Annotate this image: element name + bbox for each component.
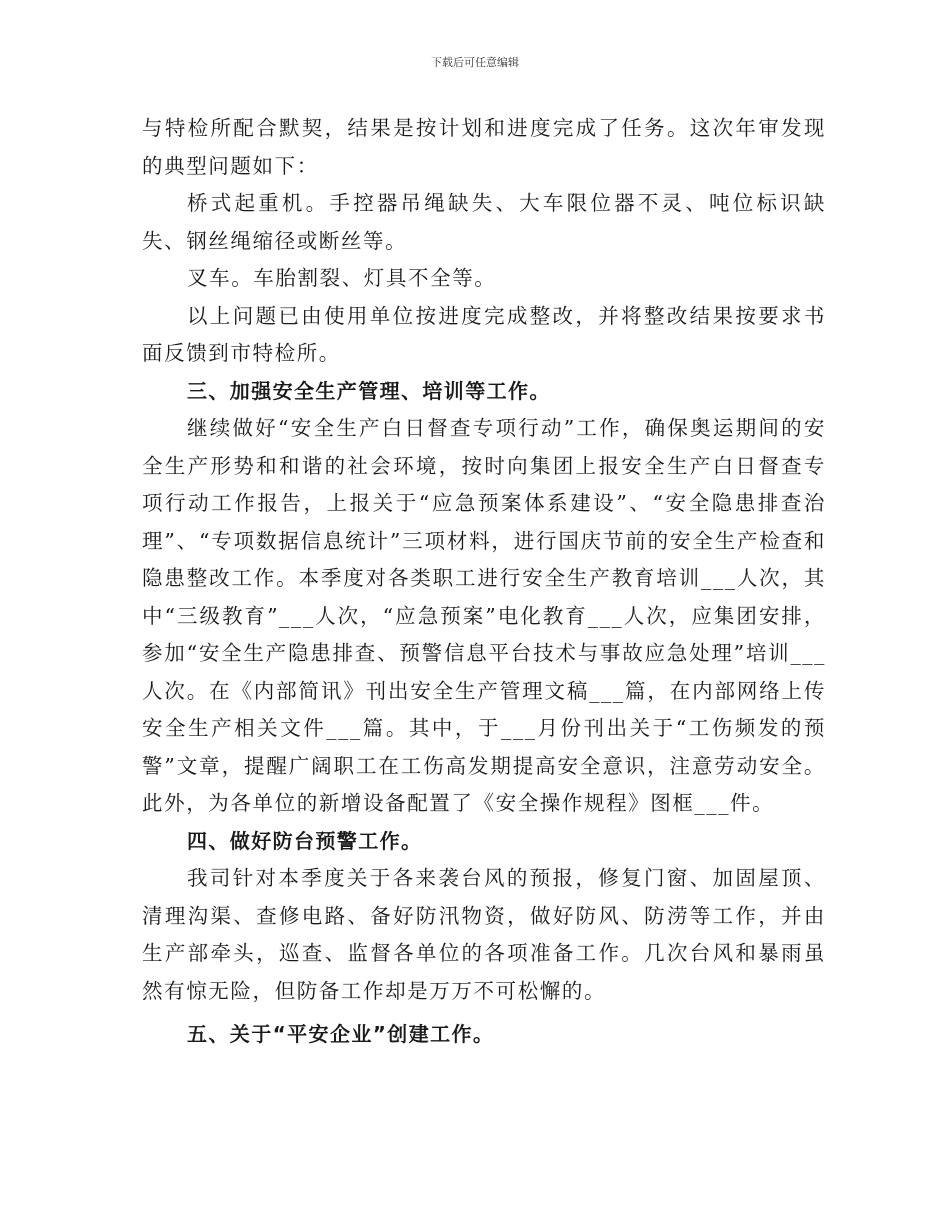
- paragraph-rectification: 以上问题已由使用单位按进度完成整改，并将整改结果按要求书面反馈到市特检所。: [142, 303, 826, 365]
- paragraph-typhoon: 我司针对本季度关于各来袭台风的预报，修复门窗、加固屋顶、清理沟渠、查修电路、备好防汛物资，做好防风、防涝等工作，并由生产部牵头，巡查、监督各单位的各项准备工作。几次台风和暴雨虽然有惊无险，但防备工作却是万万不可松懈的。: [142, 866, 826, 1003]
- section-heading-5: 五、关于“平安企业”创建工作。: [187, 1022, 495, 1046]
- document-body: [142, 110, 826, 1054]
- section-heading-4: 四、做好防台预警工作。: [187, 828, 423, 853]
- page-header: 下载后可任意编辑: [431, 56, 519, 69]
- paragraph-safety-management: 继续做好“安全生产白日督查专项行动”工作，确保奥运期间的安全生产形势和和谐的社会环境，按时向集团上报安全生产白日督查专项行动工作报告，上报关于“应急预案体系建设”、“安全隐患排查治理”、“专项数据信息统计”三项材料，进行国庆节前的安全生产检查和隐患整改工作。本季度对各类职工进行安全生产教育培训___人次，其中“三级教育”___人次，“应急预案”电化教育___人次，应集团安排，参加“安全生产隐患排查、预警信息平台技术与事故应急处理”培训___人次。在《内部简讯》刊出安全生产管理文稿___篇，在内部网络上传安全生产相关文件___篇。其中，于___月份刊出关于“工伤频发的预警”文章，提醒广阔职工在工伤高发期提高安全意识，注意劳动安全。此外，为各单位的新增设备配置了《安全操作规程》图框___件。: [142, 416, 826, 815]
- paragraph-inspection-intro: 与特检所配合默契，结果是按计划和进度完成了任务。这次年审发现的典型问题如下：: [142, 116, 826, 178]
- paragraph-bridge-crane: 桥式起重机。手控器吊绳缺失、大车限位器不灵、吨位标识缺失、钢丝绳缩径或断丝等。: [142, 191, 826, 253]
- paragraph-forklift: 叉车。车胎割裂、灯具不全等。: [187, 266, 497, 290]
- section-heading-3: 三、加强安全生产管理、培训等工作。: [187, 378, 551, 403]
